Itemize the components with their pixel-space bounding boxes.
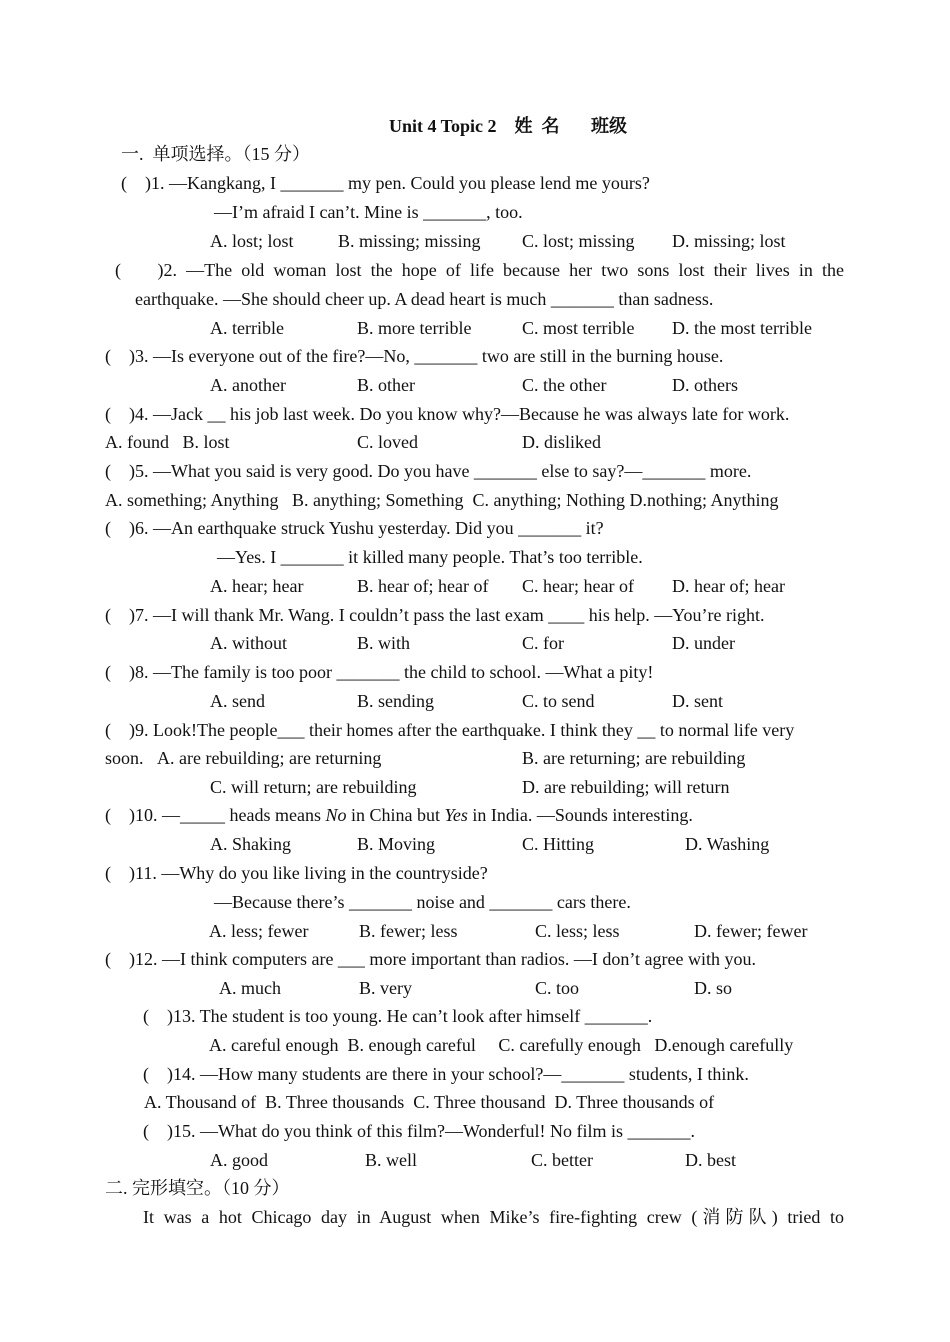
question-9-option-d: D. are rebuilding; will return — [522, 777, 730, 797]
question-11-option-c: C. less; less — [535, 921, 620, 941]
question-12-option-c: C. too — [535, 978, 580, 998]
question-7-option-c: C. for — [522, 633, 564, 653]
question-1-option-c: C. lost; missing — [522, 231, 635, 251]
section-1-heading: 一. 单项选择。（15 分） — [121, 144, 310, 164]
question-10-option-c: C. Hitting — [522, 834, 595, 854]
question-9-continuation: soon. A. are rebuilding; are returning — [105, 748, 382, 768]
question-6-reply: —Yes. I _______ it killed many people. That’s too terrible. — [217, 547, 643, 567]
question-3-option-a: A. another — [210, 375, 286, 395]
question-1-stem: ( )1. —Kangkang, I _______ my pen. Could you please lend me yours? — [121, 173, 650, 193]
question-4-option-d: D. disliked — [522, 432, 601, 452]
question-5-stem: ( )5. —What you said is very good. Do you have _______ else to say?—_______ more. — [105, 461, 752, 481]
question-1-reply: —I’m afraid I can’t. Mine is _______, too. — [214, 202, 523, 222]
question-9-stem: ( )9. Look!The people___ their homes after the earthquake. I think they __ to normal life very — [105, 720, 795, 740]
question-15-option-a: A. good — [210, 1150, 268, 1170]
section-2-heading: 二. 完形填空。（10 分） — [105, 1178, 290, 1198]
question-2-option-b: B. more terrible — [357, 318, 472, 338]
question-2-continuation: earthquake. —She should cheer up. A dead heart is much _______ than sadness. — [135, 289, 714, 309]
question-6-option-a: A. hear; hear — [210, 576, 304, 596]
page-title: Unit 4 Topic 2 姓 名 班级 — [389, 116, 628, 136]
question-7-option-d: D. under — [672, 633, 735, 653]
question-1-option-d: D. missing; lost — [672, 231, 786, 251]
question-11-option-a: A. less; fewer — [209, 921, 309, 941]
question-1-option-a: A. lost; lost — [210, 231, 294, 251]
question-8-stem: ( )8. —The family is too poor _______ the child to school. —What a pity! — [105, 662, 654, 682]
question-4-options-ab: A. found B. lost — [105, 432, 230, 452]
question-10-stem-end: in India. —Sounds interesting. — [467, 805, 693, 825]
question-3-option-c: C. the other — [522, 375, 607, 395]
question-14-stem: ( )14. —How many students are there in your school?—_______ students, I think. — [143, 1064, 749, 1084]
question-3-option-b: B. other — [357, 375, 415, 395]
question-11-stem: ( )11. —Why do you like living in the countryside? — [105, 863, 488, 883]
question-7-stem: ( )7. —I will thank Mr. Wang. I couldn’t pass the last exam ____ his help. —You’re right. — [105, 605, 765, 625]
question-10-option-d: D. Washing — [685, 834, 770, 854]
question-15-option-d: D. best — [685, 1150, 736, 1170]
question-15-option-b: B. well — [365, 1150, 417, 1170]
question-6-stem: ( )6. —An earthquake struck Yushu yesterday. Did you _______ it? — [105, 518, 604, 538]
question-11-reply: —Because there’s _______ noise and _______ cars there. — [214, 892, 631, 912]
question-1-option-b: B. missing; missing — [338, 231, 481, 251]
question-5-options: A. something; Anything B. anything; Something C. anything; Nothing D.nothing; Anything — [105, 490, 779, 510]
question-10-word-yes: Yes — [444, 805, 468, 825]
question-6-option-d: D. hear of; hear — [672, 576, 785, 596]
question-15-stem: ( )15. —What do you think of this film?—Wonderful! No film is _______. — [143, 1121, 695, 1141]
question-11-option-b: B. fewer; less — [359, 921, 458, 941]
question-9-option-c: C. will return; are rebuilding — [210, 777, 417, 797]
question-4-option-c: C. loved — [357, 432, 418, 452]
question-4-stem: ( )4. —Jack __ his job last week. Do you know why?—Because he was always late for work. — [105, 404, 790, 424]
question-2-stem: ( )2. —The old woman lost the hope of life because her two sons lost their lives in the — [115, 260, 844, 280]
question-12-option-d: D. so — [694, 978, 733, 998]
question-7-option-b: B. with — [357, 633, 411, 653]
question-7-option-a: A. without — [210, 633, 288, 653]
question-13-options: A. careful enough B. enough careful C. carefully enough D.enough carefully — [209, 1035, 794, 1055]
question-10-option-b: B. Moving — [357, 834, 436, 854]
question-10-stem-mid: in China but — [346, 805, 445, 825]
question-14-options: A. Thousand of B. Three thousands C. Three thousand D. Three thousands of — [144, 1092, 715, 1112]
question-10-word-no: No — [325, 805, 347, 825]
question-3-stem: ( )3. —Is everyone out of the fire?—No, _______ two are still in the burning house. — [105, 346, 724, 366]
question-8-option-b: B. sending — [357, 691, 435, 711]
question-12-option-b: B. very — [359, 978, 412, 998]
question-12-stem: ( )12. —I think computers are ___ more important than radios. —I don’t agree with you. — [105, 949, 757, 969]
question-6-option-b: B. hear of; hear of — [357, 576, 489, 596]
question-12-option-a: A. much — [219, 978, 281, 998]
question-10-option-a: A. Shaking — [210, 834, 291, 854]
question-2-option-a: A. terrible — [210, 318, 284, 338]
question-9-option-b: B. are returning; are rebuilding — [522, 748, 746, 768]
question-2-option-d: D. the most terrible — [672, 318, 812, 338]
question-10-stem — [105, 803, 693, 827]
question-2-option-c: C. most terrible — [522, 318, 635, 338]
passage-line-1: It was a hot Chicago day in August when Mike’s fire-fighting crew (消防队) tried to — [143, 1207, 844, 1227]
question-3-option-d: D. others — [672, 375, 738, 395]
question-8-option-c: C. to send — [522, 691, 595, 711]
question-8-option-a: A. send — [210, 691, 265, 711]
question-13-stem: ( )13. The student is too young. He can’t look after himself _______. — [143, 1006, 653, 1026]
question-8-option-d: D. sent — [672, 691, 723, 711]
question-11-option-d: D. fewer; fewer — [694, 921, 808, 941]
question-6-option-c: C. hear; hear of — [522, 576, 634, 596]
question-10-stem-start: ( )10. —_____ heads means — [105, 805, 326, 825]
question-15-option-c: C. better — [531, 1150, 593, 1170]
